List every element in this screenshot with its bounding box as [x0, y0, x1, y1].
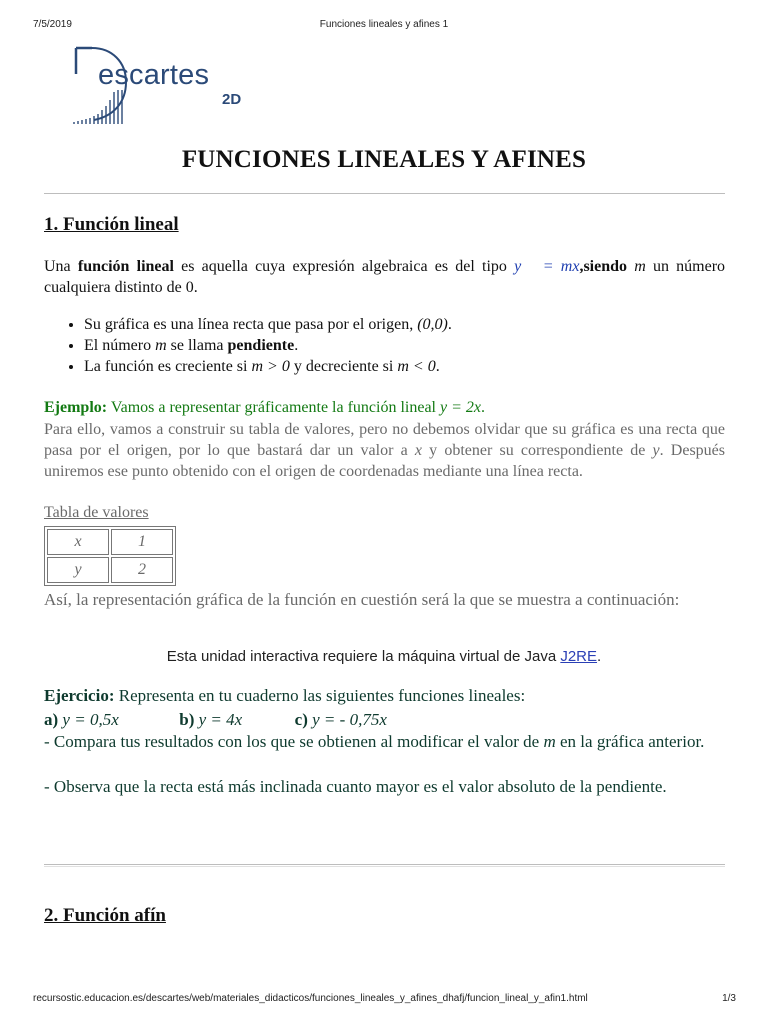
exercise-item-label: c)	[294, 710, 308, 729]
list-item	[84, 356, 724, 377]
intro-math: = mx	[542, 258, 580, 275]
java-note-text: Esta unidad interactiva requiere la máquina virtual de Java	[166, 648, 561, 665]
exercise-text: Representa en tu cuaderno las siguientes funciones lineales:	[114, 686, 526, 705]
example-text: .	[481, 399, 485, 416]
logo-wordmark: escartes	[98, 59, 210, 91]
table-cell: 2	[111, 557, 173, 583]
list-text: y decreciente si	[289, 358, 398, 375]
values-table	[44, 526, 176, 586]
print-title: Funciones lineales y afines 1	[319, 19, 449, 30]
list-math: m > 0	[251, 358, 290, 375]
table-cell: x	[47, 529, 109, 555]
list-text: .	[435, 358, 440, 375]
explanation-paragraph	[44, 419, 725, 482]
table-caption: Tabla de valores	[44, 504, 149, 521]
intro-math: y	[514, 258, 522, 275]
representation-paragraph: Así, la representación gráfica de la función en cuestión será la que se muestra a continuación:	[44, 590, 680, 609]
intro-paragraph	[44, 256, 725, 298]
exercise-item-label: a)	[44, 710, 59, 729]
title-divider	[44, 193, 725, 194]
exercise-intro	[44, 685, 725, 706]
exercise-math: m	[543, 732, 556, 751]
section-title-funcion-afin: 2. Función afín	[44, 905, 166, 926]
list-math: m < 0	[397, 358, 436, 375]
exercise-item-label: b)	[179, 710, 195, 729]
list-term: pendiente	[227, 337, 295, 354]
exercise-item-math: y = 0,5x	[58, 710, 119, 729]
list-item	[84, 335, 724, 356]
exercise-label: Ejercicio:	[44, 686, 115, 705]
example-line	[44, 397, 725, 418]
intro-text: un número cualquiera distinto de 0.	[44, 258, 726, 296]
intro-text: es aquella cuya expresión algebraica es del tipo	[173, 258, 515, 275]
list-text: .	[447, 316, 452, 333]
java-note-text: .	[597, 648, 602, 665]
list-text: se llama	[166, 337, 228, 354]
print-page-number: 1/3	[722, 993, 736, 1004]
explanation-text: . Después uniremos ese punto obtenido con el origen de coordenadas mediante una línea recta.	[44, 442, 725, 480]
print-url: recursostic.educacion.es/descartes/web/materiales_didacticos/funciones_lineales_y_afines_dhafj/funcion_lineal_y_afin1.html	[33, 993, 588, 1004]
logo-2d-label: 2D	[222, 91, 242, 108]
exercise-compare	[44, 731, 725, 753]
section-divider	[44, 864, 725, 867]
list-text: El número	[84, 337, 156, 354]
example-text: Vamos a representar gráficamente la función lineal	[107, 399, 440, 416]
table-cell: 1	[111, 529, 173, 555]
intro-math: m	[634, 258, 646, 275]
example-math: y = 2x	[440, 399, 481, 416]
section-title-funcion-lineal: 1. Función lineal	[44, 214, 179, 235]
intro-term: función lineal	[77, 258, 174, 275]
table-row	[47, 557, 173, 583]
properties-list	[44, 314, 724, 377]
exercise-text: en la gráfica anterior.	[555, 732, 705, 751]
explanation-math: y	[652, 442, 660, 459]
page-title: FUNCIONES LINEALES Y AFINES	[181, 146, 587, 173]
list-text: Su gráfica es una línea recta que pasa por el origen,	[84, 316, 418, 333]
exercise-text: - Compara tus resultados con los que se obtienen al modificar el valor de	[44, 732, 544, 751]
explanation-text: y obtener su correspondiente de	[421, 442, 653, 459]
list-math: (0,0)	[417, 316, 448, 333]
print-date: 7/5/2019	[33, 19, 72, 30]
intro-text: Una	[44, 258, 78, 275]
explanation-math: x	[414, 442, 422, 459]
exercise-item-math: y = 4x	[194, 710, 243, 729]
java-note	[0, 648, 768, 665]
j2re-link[interactable]: J2RE	[560, 648, 598, 665]
explanation-text: Para ello, vamos a construir su tabla de valores, pero no debemos olvidar que su gráfica es una recta que pasa por el origen, por lo que bastará dar un valor a	[44, 421, 725, 459]
list-item	[84, 314, 724, 335]
exercise-items	[44, 709, 387, 730]
list-text: .	[294, 337, 299, 354]
table-cell: y	[47, 557, 109, 583]
example-label: Ejemplo:	[44, 399, 108, 416]
table-row	[47, 529, 173, 555]
list-math: m	[155, 337, 167, 354]
descartes-logo	[68, 44, 268, 129]
intro-text: ,siendo	[579, 258, 635, 275]
exercise-item-math: y = - 0,75x	[307, 710, 387, 729]
list-text: La función es creciente si	[84, 358, 252, 375]
exercise-observe: - Observa que la recta está más inclinada cuanto mayor es el valor absoluto de la pendiente.	[44, 777, 667, 796]
